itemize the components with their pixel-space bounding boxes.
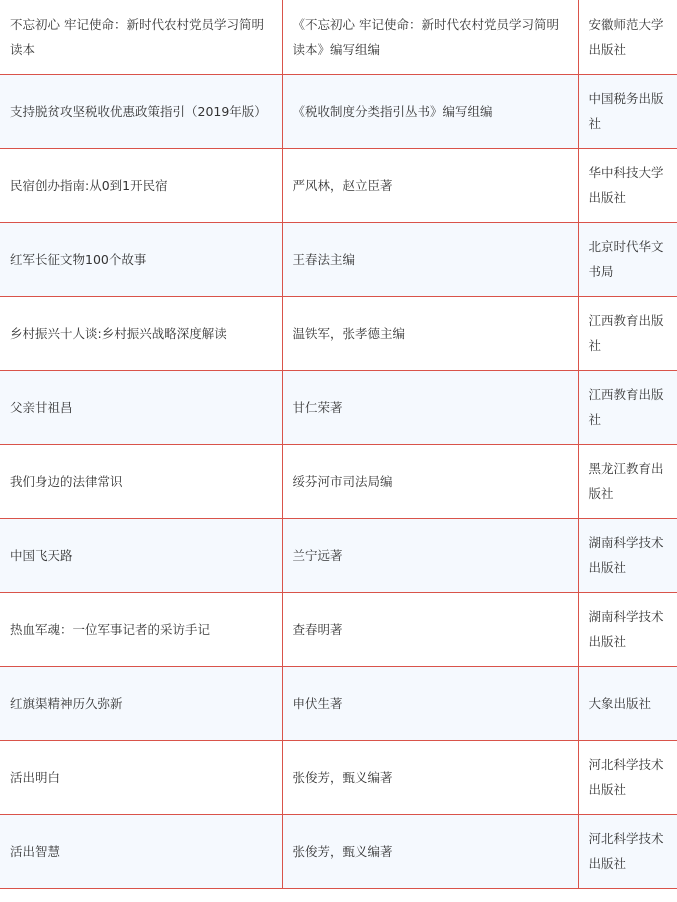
book-publisher-cell: 北京时代华文书局 bbox=[578, 222, 677, 296]
book-publisher-cell: 湖南科学技术出版社 bbox=[578, 592, 677, 666]
book-title-cell: 红旗渠精神历久弥新 bbox=[0, 666, 282, 740]
table-row bbox=[0, 592, 677, 666]
book-publisher-cell: 大象出版社 bbox=[578, 666, 677, 740]
book-author-cell: 张俊芳，甄义编著 bbox=[282, 814, 578, 888]
table-row bbox=[0, 370, 677, 444]
table-row bbox=[0, 0, 677, 74]
book-title-cell: 乡村振兴十人谈:乡村振兴战略深度解读 bbox=[0, 296, 282, 370]
book-title-cell: 支持脱贫攻坚税收优惠政策指引（2019年版） bbox=[0, 74, 282, 148]
book-author-cell: 申伏生著 bbox=[282, 666, 578, 740]
book-author-cell: 甘仁荣著 bbox=[282, 370, 578, 444]
book-author-cell: 张俊芳，甄义编著 bbox=[282, 740, 578, 814]
book-author-cell: 兰宁远著 bbox=[282, 518, 578, 592]
book-publisher-cell: 中国税务出版社 bbox=[578, 74, 677, 148]
book-publisher-cell: 湖南科学技术出版社 bbox=[578, 518, 677, 592]
table-row bbox=[0, 74, 677, 148]
book-author-cell: 温铁军，张孝德主编 bbox=[282, 296, 578, 370]
table-row bbox=[0, 148, 677, 222]
table-row bbox=[0, 444, 677, 518]
book-title-cell: 热血军魂：一位军事记者的采访手记 bbox=[0, 592, 282, 666]
book-title-cell: 活出智慧 bbox=[0, 814, 282, 888]
book-title-cell: 父亲甘祖昌 bbox=[0, 370, 282, 444]
table-row bbox=[0, 814, 677, 888]
table-row bbox=[0, 740, 677, 814]
book-author-cell: 绥芬河市司法局编 bbox=[282, 444, 578, 518]
book-publisher-cell: 安徽师范大学出版社 bbox=[578, 0, 677, 74]
table-row bbox=[0, 518, 677, 592]
book-author-cell: 严风林，赵立臣著 bbox=[282, 148, 578, 222]
book-publisher-cell: 江西教育出版社 bbox=[578, 370, 677, 444]
book-author-cell: 《不忘初心 牢记使命：新时代农村党员学习简明读本》编写组编 bbox=[282, 0, 578, 74]
book-author-cell: 《税收制度分类指引丛书》编写组编 bbox=[282, 74, 578, 148]
book-title-cell: 我们身边的法律常识 bbox=[0, 444, 282, 518]
book-title-cell: 活出明白 bbox=[0, 740, 282, 814]
book-publisher-cell: 华中科技大学出版社 bbox=[578, 148, 677, 222]
table-row bbox=[0, 296, 677, 370]
table-row bbox=[0, 222, 677, 296]
book-title-cell: 红军长征文物100个故事 bbox=[0, 222, 282, 296]
book-author-cell: 查春明著 bbox=[282, 592, 578, 666]
book-publisher-cell: 黑龙江教育出版社 bbox=[578, 444, 677, 518]
book-author-cell: 王春法主编 bbox=[282, 222, 578, 296]
book-publisher-cell: 河北科学技术出版社 bbox=[578, 814, 677, 888]
table-row bbox=[0, 666, 677, 740]
book-publisher-cell: 河北科学技术出版社 bbox=[578, 740, 677, 814]
book-title-cell: 民宿创办指南:从0到1开民宿 bbox=[0, 148, 282, 222]
book-title-cell: 中国飞天路 bbox=[0, 518, 282, 592]
book-publisher-cell: 江西教育出版社 bbox=[578, 296, 677, 370]
book-title-cell: 不忘初心 牢记使命：新时代农村党员学习简明读本 bbox=[0, 0, 282, 74]
